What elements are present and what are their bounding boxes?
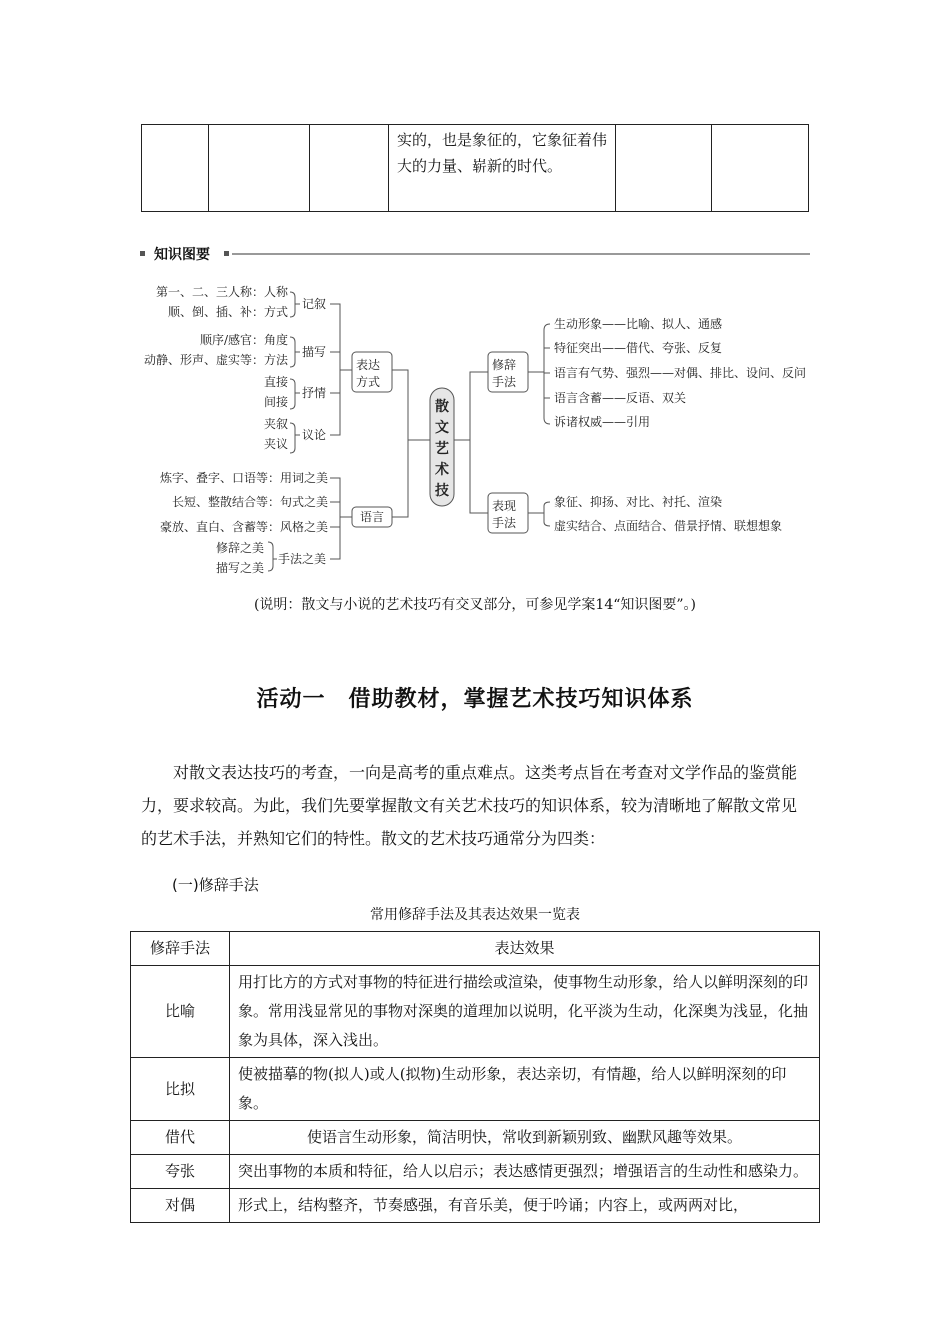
leaf-text: 虚实结合、点面结合、借景抒情、联想想象 bbox=[554, 519, 783, 533]
leaf-text: 语言有气势、强烈——对偶、排比、设问、反问 bbox=[554, 366, 807, 380]
left-leaves bbox=[144, 285, 328, 575]
leaf-text: 直接 bbox=[263, 375, 288, 389]
square-bullet-icon bbox=[224, 251, 229, 256]
table-cell bbox=[389, 125, 616, 212]
leaf-text: 第一、二、三人称：人称 bbox=[155, 285, 288, 299]
box-label: 手法 bbox=[492, 375, 517, 389]
effect-cell: 突出事物的本质和特征，给人以启示；表达感情更强烈；增强语言的生动性和感染力。 bbox=[230, 1155, 820, 1189]
table-header-row bbox=[131, 932, 820, 966]
table-row bbox=[131, 1121, 820, 1155]
center-label bbox=[434, 398, 449, 499]
header-rule bbox=[232, 253, 810, 255]
box-label: 表达 bbox=[356, 358, 381, 372]
continued-table bbox=[141, 124, 809, 212]
leaf-text: 长短、整散结合等：句式之美 bbox=[171, 495, 328, 509]
box-label: 方式 bbox=[356, 375, 381, 389]
effect-cell: 用打比方的方式对事物的特征进行描绘或渲染，使事物生动形象，给人以鲜明深刻的印象。常用浅显常见的事物对深奥的道理加以说明，化平淡为生动，化深奥为浅显，化抽象为具体，深入浅出。 bbox=[230, 966, 820, 1058]
table-cell bbox=[616, 125, 712, 212]
group-label: 手法之美 bbox=[278, 552, 327, 566]
table-row bbox=[131, 966, 820, 1058]
section-title: (一)修辞手法 bbox=[172, 876, 259, 894]
effect-cell: 使被描摹的物(拟人)或人(拟物)生动形象，表达亲切，有情趣，给人以鲜明深刻的印象。 bbox=[230, 1058, 820, 1121]
effect-cell: 使语言生动形象，简洁明快，常收到新颖别致、幽默风趣等效果。 bbox=[230, 1121, 820, 1155]
box-label: 表现 bbox=[492, 499, 517, 513]
term-cell: 比喻 bbox=[131, 966, 230, 1058]
leaf-text: 特征突出——借代、夸张、反复 bbox=[554, 341, 723, 355]
table-cell bbox=[712, 125, 809, 212]
group-label: 记叙 bbox=[302, 297, 327, 311]
leaf-text: 豪放、直白、含蓄等：风格之美 bbox=[159, 520, 328, 534]
svg-text:艺: 艺 bbox=[435, 441, 449, 457]
intro-paragraph: 对散文表达技巧的考查，一向是高考的重点难点。这类考点旨在考查对文学作品的鉴赏能力，要求较高。为此，我们先要掌握散文有关艺术技巧的知识体系，较为清晰地了解散文常见的艺术手法，并熟知它们的特性。散文的艺术技巧通常分为四类： bbox=[141, 763, 798, 848]
square-bullet-icon bbox=[140, 251, 145, 256]
term-cell: 借代 bbox=[131, 1121, 230, 1155]
leaf-text: 语言含蓄——反语、双关 bbox=[554, 391, 687, 405]
knowledge-mind-map bbox=[140, 280, 820, 580]
box-label: 手法 bbox=[492, 516, 517, 530]
svg-text:术: 术 bbox=[435, 462, 449, 478]
leaf-text: 象征、抑扬、对比、衬托、渲染 bbox=[554, 495, 723, 509]
svg-text:散: 散 bbox=[435, 399, 449, 415]
box-label: 修辞 bbox=[492, 358, 517, 372]
group-label: 抒情 bbox=[302, 386, 327, 400]
svg-text:文: 文 bbox=[435, 420, 449, 436]
leaf-text: 顺、倒、插、补：方式 bbox=[167, 305, 288, 319]
group-label: 议论 bbox=[302, 428, 327, 442]
right-leaves bbox=[554, 316, 806, 533]
term-cell: 对偶 bbox=[131, 1189, 230, 1223]
table-cell bbox=[142, 125, 209, 212]
leaf-text: 修辞之美 bbox=[215, 541, 264, 555]
table-cell bbox=[310, 125, 389, 212]
leaf-text: 生动形象——比喻、拟人、通感 bbox=[554, 317, 723, 331]
knowledge-map-header bbox=[140, 244, 810, 264]
cell-text: 实的，也是象征的，它象征着伟大的力量、崭新的时代。 bbox=[397, 131, 608, 175]
table-row bbox=[131, 1155, 820, 1189]
table-cell bbox=[209, 125, 310, 212]
table-row bbox=[131, 1189, 820, 1223]
header-cell: 表达效果 bbox=[230, 932, 820, 966]
leaf-text: 顺序/感官：角度 bbox=[199, 333, 288, 347]
group-label: 描写 bbox=[302, 345, 327, 359]
header-cell: 修辞手法 bbox=[131, 932, 230, 966]
leaf-text: 诉诸权威——引用 bbox=[554, 415, 651, 429]
leaf-text: 炼字、叠字、口语等：用词之美 bbox=[159, 471, 328, 485]
leaf-text: 间接 bbox=[263, 395, 288, 409]
leaf-text: 夹议 bbox=[263, 437, 288, 451]
term-cell: 夸张 bbox=[131, 1155, 230, 1189]
box-label: 语言 bbox=[360, 510, 385, 524]
table-row bbox=[131, 1058, 820, 1121]
leaf-text: 夹叙 bbox=[263, 417, 288, 431]
svg-text:技: 技 bbox=[435, 483, 449, 499]
header-title: 知识图要 bbox=[154, 247, 210, 263]
effect-cell: 形式上，结构整齐，节奏感强，有音乐美，便于吟诵；内容上，或两两对比， bbox=[230, 1189, 820, 1223]
leaf-text: 动静、形声、虚实等：方法 bbox=[143, 353, 288, 367]
activity-title: 活动一 借助教材，掌握艺术技巧知识体系 bbox=[256, 687, 694, 712]
map-note: (说明：散文与小说的艺术技巧有交叉部分，可参见学案14“知识图要”。) bbox=[253, 597, 697, 613]
leaf-text: 描写之美 bbox=[215, 561, 264, 575]
rhetoric-table bbox=[130, 931, 820, 1223]
term-cell: 比拟 bbox=[131, 1058, 230, 1121]
table-caption: 常用修辞手法及其表达效果一览表 bbox=[370, 907, 580, 923]
